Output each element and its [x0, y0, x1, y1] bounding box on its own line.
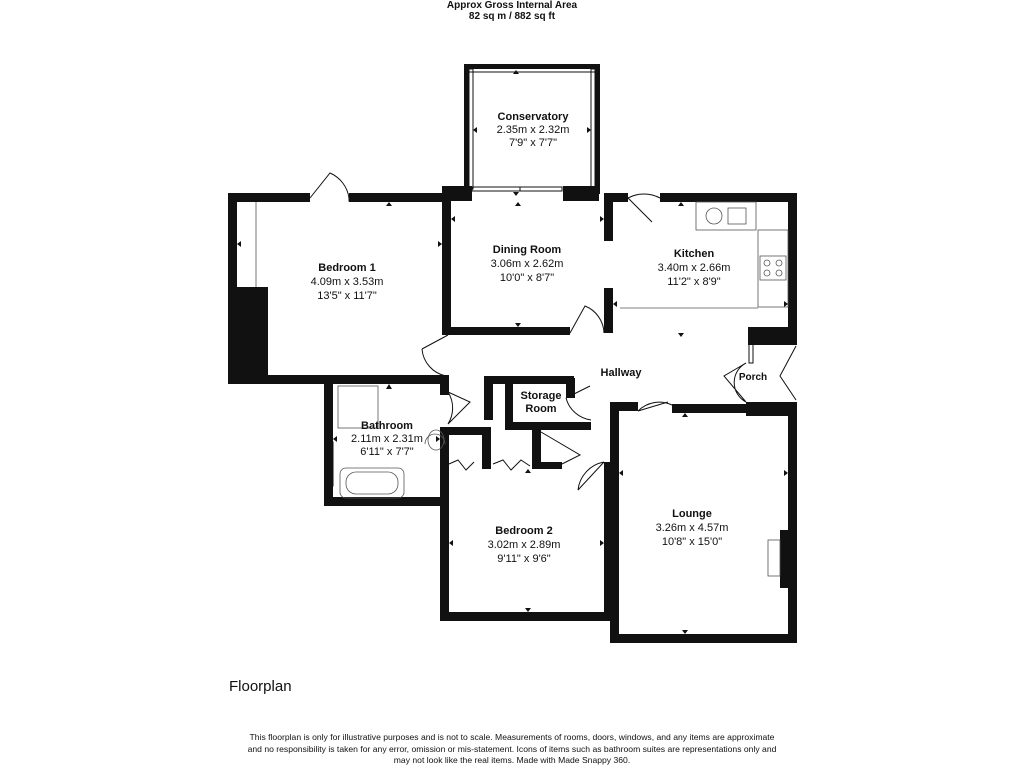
kitchen-imperial: 11'2" x 8'9": [667, 276, 721, 288]
bedroom2-metric: 3.02m x 2.89m: [487, 539, 561, 551]
dining-name: Dining Room: [492, 244, 562, 256]
bathroom-name: Bathroom: [361, 420, 413, 432]
area-title: Approx Gross Internal Area: [446, 0, 578, 11]
porch-name: Porch: [738, 372, 768, 383]
dining-metric: 3.06m x 2.62m: [490, 258, 564, 270]
bedroom1-imperial: 13'5" x 11'7": [317, 290, 377, 302]
bathroom-metric: 2.11m x 2.31m: [351, 433, 423, 445]
bedroom2-imperial: 9'11" x 9'6": [497, 553, 551, 565]
hallway-name: Hallway: [600, 367, 642, 379]
windows: [329, 68, 793, 641]
bedroom1-metric: 4.09m x 3.53m: [310, 276, 384, 288]
storage-name-2: Room: [525, 403, 557, 415]
disclaimer-line-1: This floorplan is only for illustrative purposes and is not to scale. Measurements of rooms, doors, windows, and any items are approximate: [249, 732, 775, 742]
disclaimer: [200, 732, 824, 767]
conservatory-metric: 2.35m x 2.32m: [496, 124, 570, 136]
lounge-metric: 3.26m x 4.57m: [655, 522, 729, 534]
kitchen-metric: 3.40m x 2.66m: [657, 262, 731, 274]
disclaimer-line-3: may not look like the real items. Made with Made Snappy 360.: [393, 755, 631, 765]
bedroom1-name: Bedroom 1: [318, 262, 376, 274]
conservatory-imperial: 7'9" x 7'7": [508, 137, 558, 149]
bathroom-imperial: 6'11" x 7'7": [360, 446, 414, 458]
lounge-name: Lounge: [672, 508, 712, 520]
kitchen-name: Kitchen: [673, 248, 715, 260]
area-value: 82 sq m / 882 sq ft: [468, 11, 556, 22]
bedroom2-name: Bedroom 2: [495, 525, 553, 537]
dining-imperial: 10'0" x 8'7": [499, 272, 555, 284]
floorplan-label: Floorplan: [229, 678, 292, 695]
lounge-imperial: 10'8" x 15'0": [661, 536, 723, 548]
storage-name-1: Storage: [520, 390, 562, 402]
conservatory-name: Conservatory: [497, 111, 569, 123]
disclaimer-line-2: and no responsibility is taken for any error, omission or mis-statement. Icons of items such as bathroom suites are representations only and: [247, 743, 777, 754]
